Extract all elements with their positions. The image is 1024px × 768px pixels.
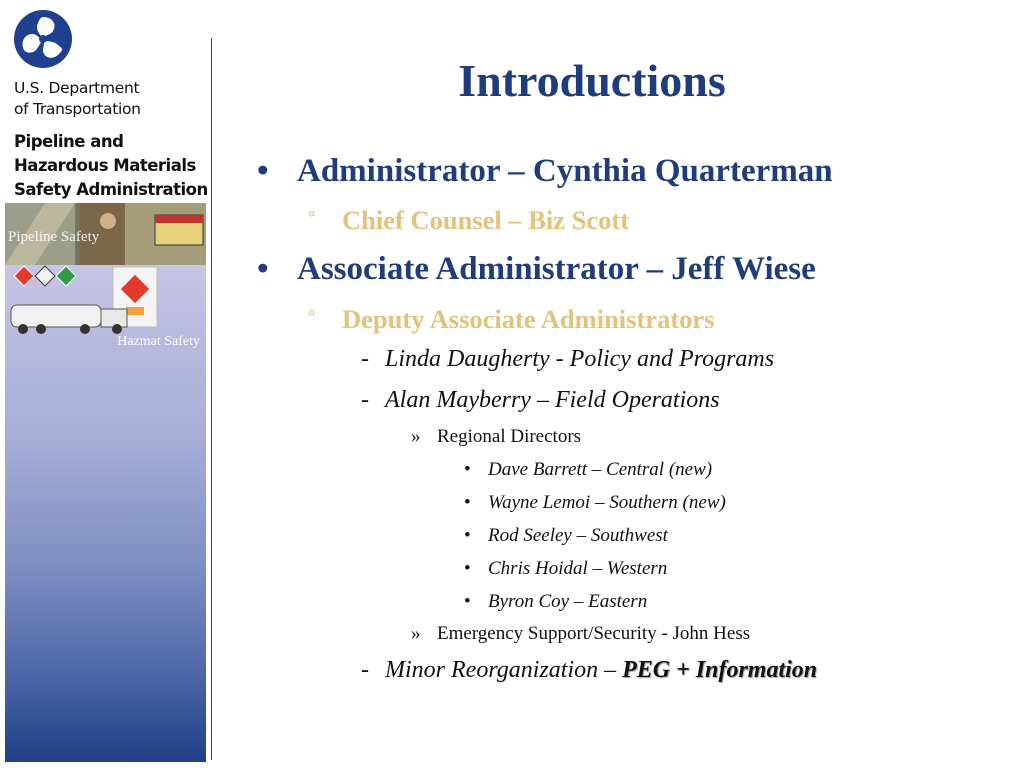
bullet-marker: » bbox=[411, 426, 421, 447]
hazmat-panel bbox=[5, 265, 206, 762]
hazmat-safety-label: Hazmat Safety bbox=[117, 334, 200, 349]
bullet-marker: • bbox=[464, 591, 471, 612]
outline-item-level-3 bbox=[361, 346, 774, 373]
outline-item-level-3 bbox=[361, 657, 817, 684]
agency-line-1: Pipeline and bbox=[14, 132, 124, 151]
bullet-marker: - bbox=[361, 657, 369, 683]
outline-item-text: Byron Coy – Eastern bbox=[488, 591, 648, 612]
outline-item-level-2 bbox=[308, 304, 714, 335]
bullet-marker: » bbox=[411, 623, 421, 644]
bullet-marker: • bbox=[464, 459, 471, 480]
outline-item-text: Wayne Lemoi – Southern (new) bbox=[488, 492, 726, 513]
outline-item-text: Regional Directors bbox=[437, 426, 582, 447]
agency-line-3: Safety Administration bbox=[14, 180, 208, 199]
bullet-marker: • bbox=[464, 558, 471, 579]
outline-item-text: Administrator – Cynthia Quarterman bbox=[297, 153, 833, 189]
bullet-marker: ° bbox=[308, 207, 316, 227]
outline-item-text: Chief Counsel – Biz Scott bbox=[342, 205, 630, 235]
org-line-1: U.S. Department bbox=[14, 79, 140, 97]
outline-item-text: Dave Barrett – Central (new) bbox=[488, 459, 713, 480]
outline-item-text: Associate Administrator – Jeff Wiese bbox=[297, 251, 816, 287]
bullet-marker: - bbox=[361, 387, 369, 413]
bullet-marker: • bbox=[464, 492, 471, 513]
outline-item-text: Minor Reorganization – bbox=[385, 657, 623, 683]
outline-item-level-3 bbox=[361, 387, 720, 414]
outline-item-level-5 bbox=[464, 525, 668, 547]
outline-item-level-4 bbox=[411, 426, 581, 448]
agency-name bbox=[14, 130, 208, 202]
outline-item-level-2 bbox=[308, 205, 629, 236]
sidebar bbox=[0, 0, 212, 768]
tanker-truck bbox=[11, 305, 127, 334]
outline-item-text: Linda Daugherty - Policy and Programs bbox=[385, 346, 775, 372]
pipeline-photo bbox=[5, 203, 206, 265]
outline-item-level-5 bbox=[464, 591, 647, 613]
outline-item-level-5 bbox=[464, 558, 667, 580]
outline-item-level-1 bbox=[257, 153, 833, 190]
slide-title: Introductions bbox=[458, 55, 726, 106]
org-line-2: of Transportation bbox=[14, 100, 141, 118]
outline-item-text: Alan Mayberry – Field Operations bbox=[385, 387, 720, 413]
outline-item-text: Chris Hoidal – Western bbox=[488, 558, 668, 579]
sidebar-divider bbox=[211, 38, 212, 760]
emphasis-text: PEG + Information bbox=[622, 657, 818, 683]
hazmat-truck-image bbox=[5, 265, 206, 345]
bullet-marker: - bbox=[361, 346, 369, 372]
pipeline-safety-label: Pipeline Safety bbox=[8, 229, 100, 245]
agency-line-2: Hazardous Materials bbox=[14, 156, 196, 175]
bullet-marker: • bbox=[257, 251, 269, 287]
outline-item-level-5 bbox=[464, 492, 726, 514]
outline-item-text: Rod Seeley – Southwest bbox=[488, 525, 668, 546]
dot-triskelion-logo-icon bbox=[13, 9, 73, 69]
outline-item-level-1 bbox=[257, 251, 816, 288]
outline-item-text: Emergency Support/Security - John Hess bbox=[437, 623, 751, 644]
outline-item-level-4 bbox=[411, 623, 750, 645]
outline-item-text: Deputy Associate Administrators bbox=[342, 304, 715, 334]
bullet-marker: ° bbox=[308, 306, 316, 326]
bullet-marker: • bbox=[464, 525, 471, 546]
bullet-marker: • bbox=[257, 153, 269, 189]
dot-name bbox=[14, 78, 141, 120]
outline-item-level-5 bbox=[464, 459, 712, 481]
